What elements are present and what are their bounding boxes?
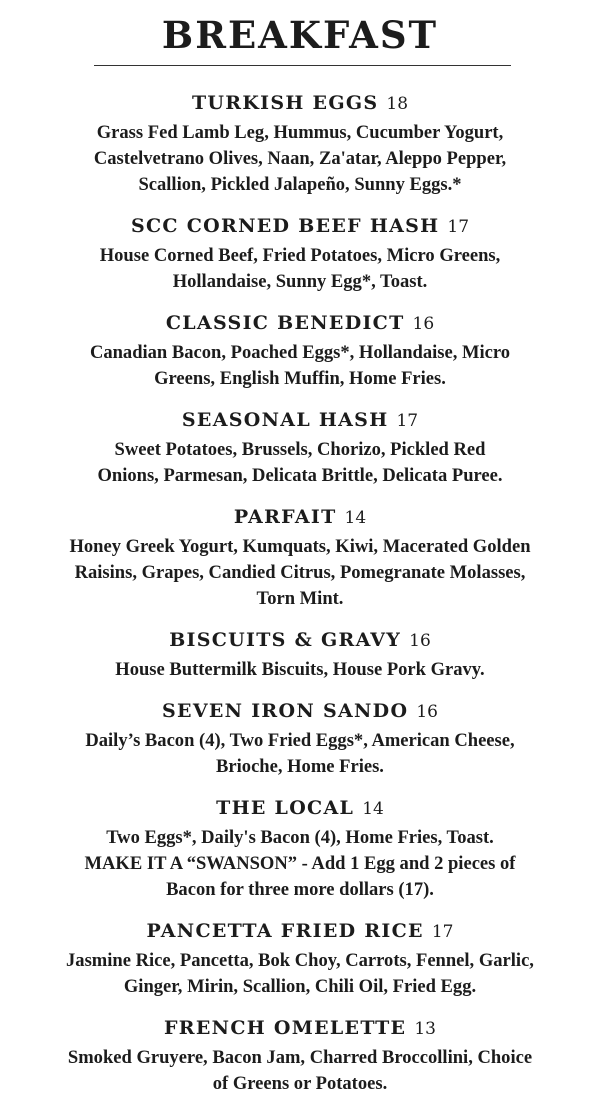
menu-item-name: BISCUITS & GRAVY (169, 629, 402, 651)
menu-item-price: 16 (409, 631, 431, 651)
menu-item-name: CLASSIC BENEDICT (165, 312, 405, 334)
menu-item (0, 1011, 600, 1097)
description-line: Sweet Potatoes, Brussels, Chorizo, Pickled Red (114, 439, 486, 460)
description-line: Greens, English Muffin, Home Fries. (154, 368, 446, 389)
menu-item (0, 209, 600, 295)
description-line: Scallion, Pickled Jalapeño, Sunny Eggs.* (138, 174, 462, 195)
description-line: Jasmine Rice, Pancetta, Bok Choy, Carrots, Fennel, Garlic, (66, 950, 534, 971)
menu-item (0, 914, 600, 1000)
menu-items (0, 86, 600, 1108)
menu-item-name: PANCETTA FRIED RICE (146, 920, 424, 942)
menu-item (0, 403, 600, 489)
menu-title: BREAKFAST (161, 13, 439, 57)
description-line: Castelvetrano Olives, Naan, Za'atar, Aleppo Pepper, (93, 148, 507, 169)
menu-item-description (0, 340, 600, 392)
description-line: House Corned Beef, Fried Potatoes, Micro Greens, (99, 245, 501, 266)
description-line: Ginger, Mirin, Scallion, Chili Oil, Fried Egg. (123, 976, 477, 997)
menu-item-price: 13 (414, 1019, 436, 1039)
menu-item (0, 694, 600, 780)
description-line: Brioche, Home Fries. (216, 756, 384, 777)
menu-item-price: 18 (386, 94, 409, 114)
menu-item-name: SEASONAL HASH (181, 409, 389, 431)
menu-item-price: 14 (362, 799, 384, 819)
title-divider (94, 65, 511, 66)
menu-item-header (0, 86, 600, 120)
menu-item-header (0, 209, 600, 243)
description-line: Grass Fed Lamb Leg, Hummus, Cucumber Yogurt, (96, 122, 504, 143)
description-line: Two Eggs*, Daily's Bacon (4), Home Fries, Toast. (106, 827, 494, 848)
menu-item-description (0, 120, 600, 198)
menu-item-header (0, 623, 600, 657)
description-line: MAKE IT A “SWANSON” - Add 1 Egg and 2 pieces of (84, 853, 516, 874)
menu-item-header (0, 306, 600, 340)
description-line: Smoked Gruyere, Bacon Jam, Charred Broccollini, Choice (67, 1047, 533, 1068)
menu-item-header (0, 403, 600, 437)
menu-item-price: 16 (416, 702, 438, 722)
menu-item-description (0, 534, 600, 612)
description-line: Bacon for three more dollars (17). (166, 879, 434, 900)
menu-item-header (0, 1011, 600, 1045)
menu-item (0, 500, 600, 612)
menu-item (0, 791, 600, 903)
menu-item-description (0, 243, 600, 295)
menu-item (0, 623, 600, 683)
description-line: House Buttermilk Biscuits, House Pork Gravy. (115, 659, 485, 680)
menu-item-name: SCC CORNED BEEF HASH (130, 215, 440, 237)
menu-item (0, 306, 600, 392)
description-line: Daily’s Bacon (4), Two Fried Eggs*, American Cheese, (85, 730, 515, 751)
menu-item-header (0, 500, 600, 534)
menu-item-name: FRENCH OMELETTE (164, 1017, 407, 1039)
menu-item-description (0, 825, 600, 903)
description-line: Raisins, Grapes, Candied Citrus, Pomegranate Molasses, (74, 562, 526, 583)
menu-item-description (0, 1045, 600, 1097)
menu-item-description (0, 657, 600, 683)
menu-item-price: 14 (344, 508, 367, 528)
menu-item-price: 17 (431, 922, 454, 942)
description-line: Honey Greek Yogurt, Kumquats, Kiwi, Macerated Golden (69, 536, 531, 557)
menu-item-header (0, 914, 600, 948)
menu-item-price: 17 (396, 411, 419, 431)
menu-item-name: PARFAIT (233, 506, 337, 528)
menu-item-name: THE LOCAL (216, 797, 355, 819)
menu-item-header (0, 791, 600, 825)
menu-item-description (0, 437, 600, 489)
menu-item-description (0, 728, 600, 780)
menu-item-price: 17 (447, 217, 470, 237)
description-line: of Greens or Potatoes. (212, 1073, 388, 1094)
description-line: Onions, Parmesan, Delicata Brittle, Delicata Puree. (97, 465, 503, 486)
menu-item (0, 86, 600, 198)
menu-item-price: 16 (412, 314, 435, 334)
menu-item-header (0, 694, 600, 728)
description-line: Canadian Bacon, Poached Eggs*, Hollandaise, Micro (89, 342, 511, 363)
menu-item-description (0, 948, 600, 1000)
description-line: Torn Mint. (256, 588, 344, 609)
menu-item-name: TURKISH EGGS (191, 92, 379, 114)
description-line: Hollandaise, Sunny Egg*, Toast. (172, 271, 428, 292)
menu-item-name: SEVEN IRON SANDO (162, 700, 409, 722)
